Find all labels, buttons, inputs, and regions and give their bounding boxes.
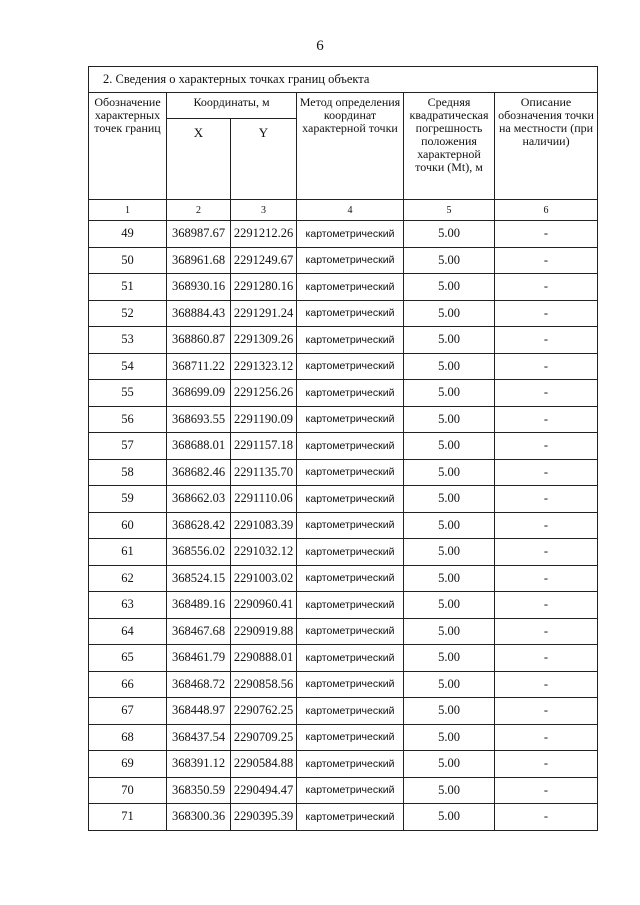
method-cell: картометрический [297, 433, 404, 460]
boundary-points-table [88, 66, 598, 831]
table-row [89, 698, 598, 725]
header-point: Обозначение характерных точек границ [89, 93, 167, 200]
description-cell: - [495, 618, 598, 645]
description-cell: - [495, 777, 598, 804]
header-error: Средняя квадратическая погрешность положения характерной точки (Mt), м [404, 93, 495, 200]
x-coordinate-cell: 368489.16 [167, 592, 231, 619]
y-coordinate-cell: 2291256.26 [231, 380, 297, 407]
header-method: Метод определения координат характерной точки [297, 93, 404, 200]
y-coordinate-cell: 2290762.25 [231, 698, 297, 725]
description-cell: - [495, 751, 598, 778]
error-cell: 5.00 [404, 539, 495, 566]
x-coordinate-cell: 368961.68 [167, 247, 231, 274]
table-row [89, 645, 598, 672]
x-coordinate-cell: 368860.87 [167, 327, 231, 354]
method-cell: картометрический [297, 777, 404, 804]
y-coordinate-cell: 2290858.56 [231, 671, 297, 698]
y-coordinate-cell: 2291280.16 [231, 274, 297, 301]
x-coordinate-cell: 368688.01 [167, 433, 231, 460]
point-cell: 65 [89, 645, 167, 672]
x-coordinate-cell: 368437.54 [167, 724, 231, 751]
table-row [89, 724, 598, 751]
error-cell: 5.00 [404, 724, 495, 751]
description-cell: - [495, 592, 598, 619]
x-coordinate-cell: 368448.97 [167, 698, 231, 725]
error-cell: 5.00 [404, 221, 495, 248]
error-cell: 5.00 [404, 618, 495, 645]
method-cell: картометрический [297, 724, 404, 751]
point-cell: 55 [89, 380, 167, 407]
method-cell: картометрический [297, 539, 404, 566]
description-cell: - [495, 565, 598, 592]
method-cell: картометрический [297, 300, 404, 327]
description-cell: - [495, 300, 598, 327]
table-row [89, 459, 598, 486]
table-row [89, 406, 598, 433]
table-row [89, 433, 598, 460]
table-row [89, 618, 598, 645]
x-coordinate-cell: 368467.68 [167, 618, 231, 645]
error-cell: 5.00 [404, 300, 495, 327]
error-cell: 5.00 [404, 406, 495, 433]
error-cell: 5.00 [404, 274, 495, 301]
table-row [89, 300, 598, 327]
error-cell: 5.00 [404, 247, 495, 274]
header-coords: Координаты, м [167, 93, 297, 119]
error-cell: 5.00 [404, 380, 495, 407]
y-coordinate-cell: 2291110.06 [231, 486, 297, 513]
x-coordinate-cell: 368693.55 [167, 406, 231, 433]
description-cell: - [495, 512, 598, 539]
point-cell: 69 [89, 751, 167, 778]
method-cell: картометрический [297, 618, 404, 645]
error-cell: 5.00 [404, 777, 495, 804]
x-coordinate-cell: 368884.43 [167, 300, 231, 327]
method-cell: картометрический [297, 274, 404, 301]
method-cell: картометрический [297, 459, 404, 486]
method-cell: картометрический [297, 221, 404, 248]
description-cell: - [495, 804, 598, 831]
error-cell: 5.00 [404, 327, 495, 354]
x-coordinate-cell: 368682.46 [167, 459, 231, 486]
point-cell: 56 [89, 406, 167, 433]
description-cell: - [495, 671, 598, 698]
point-cell: 49 [89, 221, 167, 248]
point-cell: 51 [89, 274, 167, 301]
method-cell: картометрический [297, 406, 404, 433]
method-cell: картометрический [297, 512, 404, 539]
point-cell: 60 [89, 512, 167, 539]
y-coordinate-cell: 2290709.25 [231, 724, 297, 751]
x-coordinate-cell: 368711.22 [167, 353, 231, 380]
point-cell: 68 [89, 724, 167, 751]
header-y: Y [231, 119, 297, 200]
column-numbers-row [89, 200, 598, 221]
y-coordinate-cell: 2291249.67 [231, 247, 297, 274]
error-cell: 5.00 [404, 592, 495, 619]
column-number: 1 [89, 200, 167, 221]
y-coordinate-cell: 2290960.41 [231, 592, 297, 619]
column-number: 3 [231, 200, 297, 221]
y-coordinate-cell: 2290919.88 [231, 618, 297, 645]
table-row [89, 353, 598, 380]
y-coordinate-cell: 2291309.26 [231, 327, 297, 354]
description-cell: - [495, 380, 598, 407]
method-cell: картометрический [297, 380, 404, 407]
page-number: 6 [316, 38, 324, 54]
table-row [89, 592, 598, 619]
x-coordinate-cell: 368699.09 [167, 380, 231, 407]
method-cell: картометрический [297, 671, 404, 698]
table-row [89, 565, 598, 592]
description-cell: - [495, 274, 598, 301]
error-cell: 5.00 [404, 512, 495, 539]
header-x: X [167, 119, 231, 200]
point-cell: 62 [89, 565, 167, 592]
description-cell: - [495, 539, 598, 566]
description-cell: - [495, 698, 598, 725]
method-cell: картометрический [297, 327, 404, 354]
y-coordinate-cell: 2290494.47 [231, 777, 297, 804]
error-cell: 5.00 [404, 565, 495, 592]
description-cell: - [495, 645, 598, 672]
x-coordinate-cell: 368524.15 [167, 565, 231, 592]
table-row [89, 327, 598, 354]
x-coordinate-cell: 368391.12 [167, 751, 231, 778]
method-cell: картометрический [297, 565, 404, 592]
point-cell: 61 [89, 539, 167, 566]
point-cell: 64 [89, 618, 167, 645]
y-coordinate-cell: 2291190.09 [231, 406, 297, 433]
header-description: Описание обозначения точки на местности (при наличии) [495, 93, 598, 200]
point-cell: 63 [89, 592, 167, 619]
x-coordinate-cell: 368662.03 [167, 486, 231, 513]
y-coordinate-cell: 2291157.18 [231, 433, 297, 460]
point-cell: 54 [89, 353, 167, 380]
description-cell: - [495, 406, 598, 433]
point-cell: 67 [89, 698, 167, 725]
table-row [89, 671, 598, 698]
point-cell: 70 [89, 777, 167, 804]
point-cell: 59 [89, 486, 167, 513]
table-row [89, 247, 598, 274]
point-cell: 71 [89, 804, 167, 831]
table-row [89, 221, 598, 248]
y-coordinate-cell: 2290395.39 [231, 804, 297, 831]
y-coordinate-cell: 2291135.70 [231, 459, 297, 486]
point-cell: 52 [89, 300, 167, 327]
y-coordinate-cell: 2291083.39 [231, 512, 297, 539]
x-coordinate-cell: 368930.16 [167, 274, 231, 301]
x-coordinate-cell: 368987.67 [167, 221, 231, 248]
y-coordinate-cell: 2290584.88 [231, 751, 297, 778]
method-cell: картометрический [297, 645, 404, 672]
x-coordinate-cell: 368468.72 [167, 671, 231, 698]
method-cell: картометрический [297, 353, 404, 380]
table-row [89, 486, 598, 513]
y-coordinate-cell: 2291032.12 [231, 539, 297, 566]
table-row [89, 512, 598, 539]
error-cell: 5.00 [404, 486, 495, 513]
column-number: 5 [404, 200, 495, 221]
method-cell: картометрический [297, 751, 404, 778]
description-cell: - [495, 327, 598, 354]
method-cell: картометрический [297, 592, 404, 619]
table-row [89, 751, 598, 778]
description-cell: - [495, 353, 598, 380]
table-row [89, 274, 598, 301]
point-cell: 50 [89, 247, 167, 274]
point-cell: 66 [89, 671, 167, 698]
y-coordinate-cell: 2291323.12 [231, 353, 297, 380]
description-cell: - [495, 247, 598, 274]
error-cell: 5.00 [404, 751, 495, 778]
error-cell: 5.00 [404, 459, 495, 486]
error-cell: 5.00 [404, 645, 495, 672]
method-cell: картометрический [297, 486, 404, 513]
error-cell: 5.00 [404, 671, 495, 698]
table-row [89, 777, 598, 804]
column-number: 6 [495, 200, 598, 221]
x-coordinate-cell: 368556.02 [167, 539, 231, 566]
description-cell: - [495, 724, 598, 751]
y-coordinate-cell: 2291291.24 [231, 300, 297, 327]
error-cell: 5.00 [404, 698, 495, 725]
y-coordinate-cell: 2290888.01 [231, 645, 297, 672]
description-cell: - [495, 221, 598, 248]
description-cell: - [495, 433, 598, 460]
y-coordinate-cell: 2291212.26 [231, 221, 297, 248]
description-cell: - [495, 486, 598, 513]
method-cell: картометрический [297, 247, 404, 274]
method-cell: картометрический [297, 804, 404, 831]
column-number: 2 [167, 200, 231, 221]
point-cell: 53 [89, 327, 167, 354]
point-cell: 58 [89, 459, 167, 486]
description-cell: - [495, 459, 598, 486]
error-cell: 5.00 [404, 433, 495, 460]
section-title: 2. Сведения о характерных точках границ объекта [89, 67, 598, 93]
table-row [89, 804, 598, 831]
x-coordinate-cell: 368461.79 [167, 645, 231, 672]
error-cell: 5.00 [404, 804, 495, 831]
error-cell: 5.00 [404, 353, 495, 380]
table-row [89, 380, 598, 407]
x-coordinate-cell: 368300.36 [167, 804, 231, 831]
column-number: 4 [297, 200, 404, 221]
point-cell: 57 [89, 433, 167, 460]
x-coordinate-cell: 368628.42 [167, 512, 231, 539]
table-row [89, 539, 598, 566]
y-coordinate-cell: 2291003.02 [231, 565, 297, 592]
x-coordinate-cell: 368350.59 [167, 777, 231, 804]
method-cell: картометрический [297, 698, 404, 725]
